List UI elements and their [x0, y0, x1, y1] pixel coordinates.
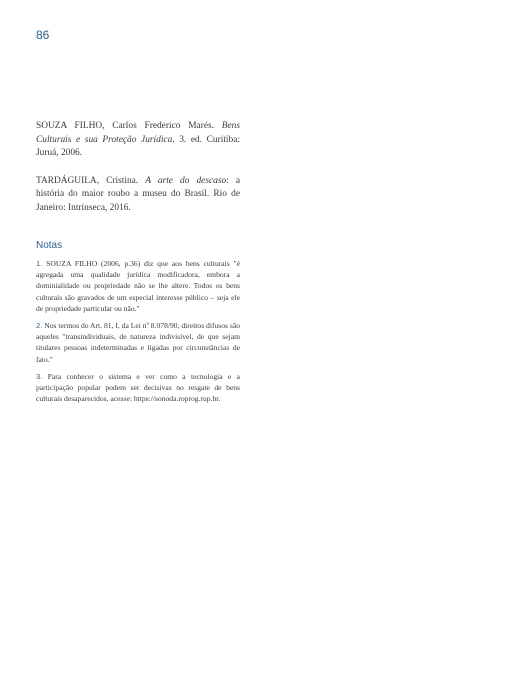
reference-item [36, 120, 240, 161]
note-text: Para conhecer o sistema e ver como a tecnologia e a participação popular podem ser decisivas no resgate de bens culturais desaparecidos, acesse: https://sonoda.roprog.rup.br. [36, 371, 240, 404]
reference-details: : a história do maior roubo a museu do Brasil. Rio de Janeiro: Intrínseca, 2016. [36, 175, 241, 213]
reference-title: Bens Culturais e sua Proteção Jurídica [36, 121, 240, 145]
references-list [36, 120, 240, 229]
note-item [36, 320, 240, 365]
note-number: 3. [36, 371, 43, 381]
note-number: 1. [36, 259, 43, 268]
reference-author: TARDÁGUILA, Cristina. [36, 175, 139, 186]
note-text: SOUZA FILHO (2006, p.36) diz que aos bens culturais "é agregada uma qualidade jurídica modificadora, embora a dominialidade ou propriedade não se lhe altere. Todos os bens culturais são gravados de um especial interesse público – seja ele de propriedade particular ou não." [36, 259, 240, 313]
reference-author: SOUZA FILHO, Carlos Frederico Marés. [36, 121, 214, 131]
note-item [36, 258, 240, 314]
note-item [36, 371, 240, 405]
note-text: Nos termos do Art. 81, I, da Lei nº 8.078/90, direitos difusos são aqueles "transindividuais, de natureza indivisível, de que sejam titulares pessoas indeterminadas e ligadas por circunstâncias de fato." [36, 321, 241, 364]
reference-item [36, 175, 240, 216]
notes-heading: Notas [36, 240, 63, 251]
reference-title: A arte do descaso [145, 175, 227, 186]
page-number: 86 [36, 28, 50, 42]
reference-details: . 3. ed. Curitiba: Juruá, 2006. [36, 134, 240, 158]
notes-list [36, 258, 240, 410]
note-number: 2. [36, 321, 43, 331]
